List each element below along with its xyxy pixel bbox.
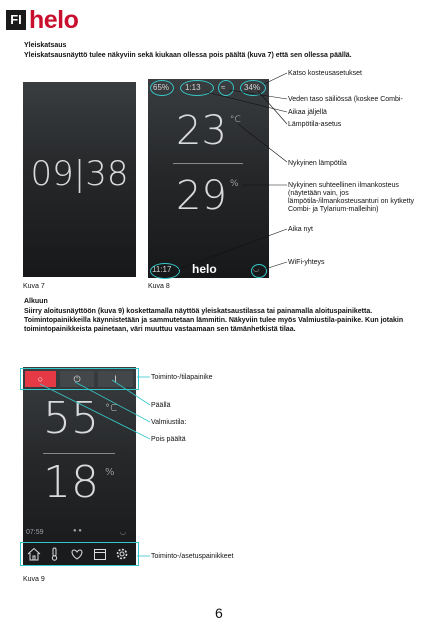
callout-off: Pois päältä xyxy=(151,436,186,443)
section-text-start: Siirry aloitusnäyttöön (kuva 9) koskettamalla näyttöä yleiskatsaustilassa tai painamalla aloituspainiketta. Toimintopainikkeilla käynnistetään ja sammutetaan lämmitin. Näkyviin tulee myös Valmiustila-painike. Kun jotakin toimintopainikkeista painetaan, väri muuttuu vastaamaan sen tämänhetkistä tilaa. xyxy=(24,308,404,333)
wifi-icon: ◡ xyxy=(253,266,260,273)
current-temperature: 23 xyxy=(176,108,227,154)
callout-temp-setting: Lämpötila-asetus xyxy=(288,121,342,128)
highlight-water xyxy=(218,80,234,96)
callout-time-now: Aika nyt xyxy=(288,226,313,233)
current-temperature: 55 xyxy=(43,393,99,444)
callout-humidity-settings: Katso kosteusasetukset xyxy=(288,70,362,77)
divider xyxy=(43,453,115,454)
water-level-icon: ≈ xyxy=(221,83,226,92)
highlight-function-buttons xyxy=(20,368,139,390)
overview-clock: 09|38 xyxy=(30,154,129,194)
on-button[interactable]: I xyxy=(98,371,133,387)
standby-button[interactable]: ⏻ xyxy=(60,371,94,387)
highlight-remaining xyxy=(180,80,214,96)
water-drops-icon: ● ● xyxy=(73,528,82,534)
screen-figure-8[interactable] xyxy=(148,79,269,278)
screen-figure-9[interactable] xyxy=(23,367,136,566)
highlight-nav-buttons xyxy=(20,542,139,566)
section-title-start: Alkuun xyxy=(24,298,48,305)
wifi-icon: ◡ xyxy=(120,529,127,536)
screen-figure-7 xyxy=(23,82,136,277)
temperature-unit: °C xyxy=(230,115,241,125)
current-humidity: 18 xyxy=(43,457,99,508)
caption-figure-8: Kuva 8 xyxy=(148,283,170,290)
highlight-temp-setting xyxy=(240,80,266,96)
brand-logo: helo xyxy=(29,6,79,34)
section-title-overview: Yleiskatsaus xyxy=(24,42,67,49)
callout-nav-buttons: Toiminto-/asetuspainikkeet xyxy=(151,553,234,560)
language-badge: FI xyxy=(6,10,26,30)
current-time: 07:59 xyxy=(26,529,44,536)
caption-figure-7: Kuva 7 xyxy=(23,283,45,290)
humidity-unit: % xyxy=(105,467,115,478)
callout-wifi: WiFi-yhteys xyxy=(288,259,325,266)
callout-time-remaining: Aikaa jäljellä xyxy=(288,109,327,116)
caption-figure-9: Kuva 9 xyxy=(23,576,45,583)
current-humidity: 29 xyxy=(176,173,227,219)
current-time: 11:17 xyxy=(152,265,172,274)
humidity-unit: % xyxy=(230,179,239,189)
divider xyxy=(173,163,243,164)
time-remaining: 1:13 xyxy=(185,83,201,92)
temperature-unit: °C xyxy=(105,403,117,414)
callout-on: Päällä xyxy=(151,402,171,409)
temperature-setting[interactable]: 34% xyxy=(244,83,261,92)
humidity-setting[interactable]: 65% xyxy=(153,83,170,92)
highlight-clock xyxy=(150,263,180,279)
callout-standby: Valmiustila: xyxy=(151,419,187,426)
highlight-humidity xyxy=(150,80,174,96)
callout-current-temp: Nykyinen lämpötila xyxy=(288,160,347,167)
page-number: 6 xyxy=(215,605,223,621)
callout-current-humidity: Nykyinen suhteellinen ilmankosteus (näytetään vain, jos lämpötila-/ilmankosteusanturi on kytketty Combi- ja Tylarium-malleihin) xyxy=(288,182,415,213)
callout-water-level: Veden taso säiliössä (koskee Combi- xyxy=(288,96,403,103)
highlight-wifi xyxy=(251,264,267,278)
off-button[interactable]: ○ xyxy=(25,371,56,387)
section-text-overview: Yleiskatsausnäyttö tulee näkyviin sekä kiukaan ollessa pois päältä (kuva 7) että sen ollessa päällä. xyxy=(24,52,352,59)
screen-logo: helo xyxy=(192,262,217,276)
callout-function-button: Toiminto-/tilapainike xyxy=(151,374,213,381)
